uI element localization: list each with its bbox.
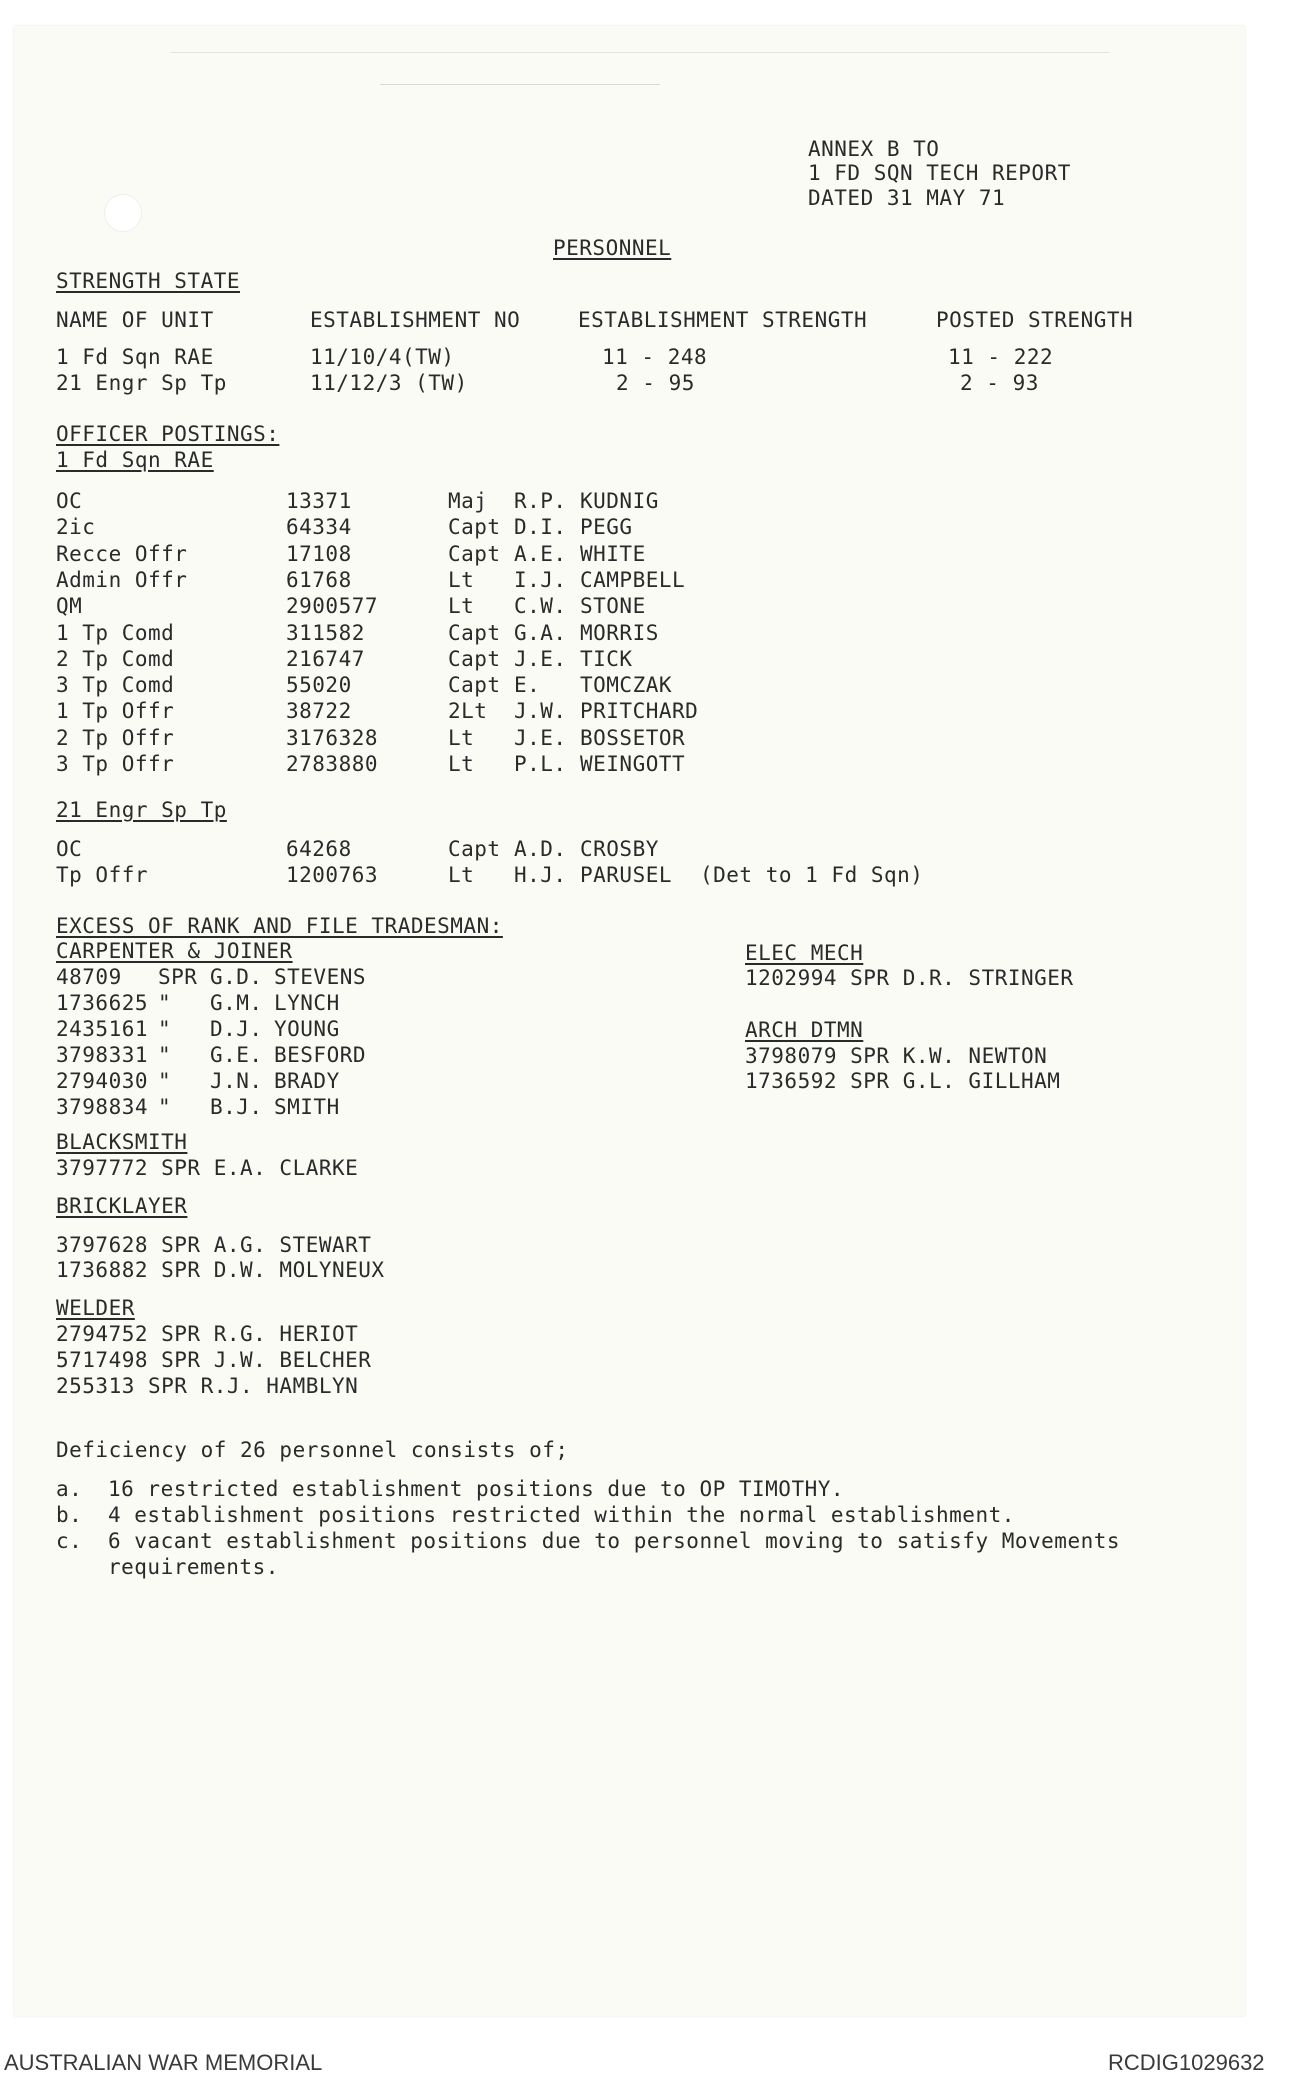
officer-rank: Lt: [448, 725, 475, 750]
carpenter-number: 2435161: [56, 1017, 149, 1041]
officer-number: 1200763: [286, 863, 379, 887]
col-header-posted: POSTED STRENGTH: [936, 308, 1134, 332]
officer-number: 2900577: [286, 594, 379, 619]
carpenter-number: 2794030: [56, 1069, 149, 1093]
officer-number: 64334: [286, 515, 352, 540]
top-smudge-mark-2: [380, 84, 660, 85]
col-header-est-no: ESTABLISHMENT NO: [310, 308, 521, 332]
officer-rank: Capt: [448, 646, 501, 671]
punch-hole: [104, 194, 142, 232]
officer-initials: A.D.: [514, 837, 567, 861]
officer-number: 17108: [286, 541, 352, 566]
officer-appointment: QM: [56, 594, 83, 619]
officer-appointment: Admin Offr: [56, 567, 188, 592]
officer-surname: BOSSETOR: [580, 725, 686, 750]
carpenter-surname: BESFORD: [274, 1043, 367, 1067]
officer-surname: WHITE: [580, 541, 646, 566]
officer-surname: TOMCZAK: [580, 673, 673, 698]
officer-appointment: Tp Offr: [56, 863, 149, 887]
carpenter-initials: D.J.: [210, 1017, 263, 1041]
officer-appointment: 1 Tp Offr: [56, 699, 175, 724]
carpenter-initials: G.D.: [210, 965, 263, 989]
carpenter-number: 1736625: [56, 991, 149, 1015]
officer-number: 216747: [286, 646, 365, 671]
strength-row-unit: 21 Engr Sp Tp: [56, 371, 227, 395]
deficiency-item-a: 16 restricted establishment positions due to OP TIMOTHY.: [108, 1477, 845, 1501]
top-smudge-mark: [170, 52, 1110, 53]
officer-appointment: 3 Tp Offr: [56, 752, 175, 776]
officer-appointment: 3 Tp Comd: [56, 673, 175, 698]
strength-row-posted: 11 - 222: [948, 345, 1054, 369]
carpenter-number: 48709: [56, 965, 122, 989]
officer-initials: E.: [514, 673, 541, 698]
carpenter-initials: J.N.: [210, 1069, 263, 1093]
officer-surname: PARUSEL: [580, 863, 673, 887]
excess-heading: EXCESS OF RANK AND FILE TRADESMAN:: [56, 914, 503, 938]
deficiency-item-c: 6 vacant establishment positions due to personnel moving to satisfy Movements: [108, 1529, 1121, 1553]
officer-postings-heading: OFFICER POSTINGS:: [56, 422, 280, 446]
blacksmith-row: 3797772 SPR E.A. CLARKE: [56, 1156, 359, 1180]
footer-document-id: RCDIG1029632: [1108, 2050, 1265, 2075]
officer-surname: CAMPBELL: [580, 567, 686, 592]
welder-row: 5717498 SPR J.W. BELCHER: [56, 1348, 372, 1372]
strength-row-unit: 1 Fd Sqn RAE: [56, 345, 214, 369]
officer-rank: Capt: [448, 837, 501, 861]
carpenter-rank: SPR: [158, 965, 198, 989]
officer-number: 2783880: [286, 752, 379, 776]
officer-initials: J.W.: [514, 699, 567, 724]
strength-state-heading: STRENGTH STATE: [56, 269, 241, 293]
officer-surname: TICK: [580, 646, 633, 671]
officer-surname: STONE: [580, 594, 646, 619]
col-header-unit: NAME OF UNIT: [56, 308, 214, 332]
strength-row-est-no: 11/10/4(TW): [310, 345, 455, 369]
carpenter-initials: G.M.: [210, 991, 263, 1015]
officer-initials: R.P.: [514, 489, 567, 513]
welder-row: 2794752 SPR R.G. HERIOT: [56, 1322, 359, 1346]
officer-appointment: Recce Offr: [56, 541, 188, 566]
col-header-est-strength: ESTABLISHMENT STRENGTH: [578, 308, 868, 332]
page-title: PERSONNEL: [553, 236, 672, 260]
welder-heading: WELDER: [56, 1296, 135, 1320]
carpenter-rank: ": [158, 1043, 172, 1067]
officer-rank: 2Lt: [448, 699, 488, 724]
officer-initials: D.I.: [514, 515, 567, 540]
officer-appointment: 1 Tp Comd: [56, 620, 175, 645]
officer-surname: WEINGOTT: [580, 752, 686, 776]
officer-surname: KUDNIG: [580, 489, 659, 513]
carpenter-number: 3798834: [56, 1095, 149, 1119]
officer-surname: MORRIS: [580, 620, 659, 645]
strength-row-est-strength: 11 - 248: [602, 345, 708, 369]
officer-number: 38722: [286, 699, 352, 724]
officer-initials: C.W.: [514, 594, 567, 619]
officer-initials: I.J.: [514, 567, 567, 592]
officer-rank: Capt: [448, 673, 501, 698]
footer-institution: AUSTRALIAN WAR MEMORIAL: [4, 2050, 323, 2075]
annex-line-1: ANNEX B TO: [808, 137, 940, 161]
deficiency-mark-b: b.: [56, 1503, 83, 1527]
officer-appointment: OC: [56, 837, 83, 861]
officer-appointment: 2 Tp Comd: [56, 646, 175, 671]
officer-rank: Capt: [448, 541, 501, 566]
officer-rank: Lt: [448, 567, 475, 592]
bricklayer-row: 1736882 SPR D.W. MOLYNEUX: [56, 1258, 385, 1282]
officer-initials: G.A.: [514, 620, 567, 645]
carpenter-rank: ": [158, 1069, 172, 1093]
officer-rank: Maj: [448, 489, 488, 513]
officer-appointment: 2 Tp Offr: [56, 725, 175, 750]
welder-row: 255313 SPR R.J. HAMBLYN: [56, 1374, 359, 1398]
officer-rank: Lt: [448, 752, 475, 776]
deficiency-item-c-cont: requirements.: [108, 1555, 279, 1579]
officer-number: 64268: [286, 837, 352, 861]
strength-row-posted: 2 - 93: [960, 371, 1039, 395]
officer-note: (Det to 1 Fd Sqn): [700, 863, 924, 887]
deficiency-item-b: 4 establishment positions restricted within the normal establishment.: [108, 1503, 1015, 1527]
strength-row-est-no: 11/12/3 (TW): [310, 371, 468, 395]
carpenter-surname: LYNCH: [274, 991, 340, 1015]
officer-surname: PRITCHARD: [580, 699, 699, 724]
arch-dtmn-row: 1736592 SPR G.L. GILLHAM: [745, 1069, 1061, 1093]
officer-initials: P.L.: [514, 752, 567, 776]
officer-initials: J.E.: [514, 646, 567, 671]
officer-initials: J.E.: [514, 725, 567, 750]
officer-surname: CROSBY: [580, 837, 659, 861]
officer-surname: PEGG: [580, 515, 633, 540]
officer-number: 3176328: [286, 725, 379, 750]
bricklayer-row: 3797628 SPR A.G. STEWART: [56, 1233, 372, 1257]
deficiency-mark-c: c.: [56, 1529, 83, 1553]
carpenter-surname: STEVENS: [274, 965, 367, 989]
annex-line-3: DATED 31 MAY 71: [808, 186, 1006, 210]
officer-number: 61768: [286, 567, 352, 592]
officer-appointment: 2ic: [56, 515, 96, 540]
officer-appointment: OC: [56, 489, 83, 513]
officer-rank: Lt: [448, 594, 475, 619]
unit2-heading: 21 Engr Sp Tp: [56, 798, 227, 822]
officer-number: 55020: [286, 673, 352, 698]
officer-rank: Capt: [448, 515, 501, 540]
carpenter-surname: YOUNG: [274, 1017, 340, 1041]
elec-mech-row: 1202994 SPR D.R. STRINGER: [745, 966, 1074, 990]
elec-mech-heading: ELEC MECH: [745, 941, 864, 965]
carpenter-rank: ": [158, 1017, 172, 1041]
officer-initials: A.E.: [514, 541, 567, 566]
carpenter-rank: ": [158, 991, 172, 1015]
arch-dtmn-heading: ARCH DTMN: [745, 1018, 864, 1042]
carpenter-rank: ": [158, 1095, 172, 1119]
officer-number: 311582: [286, 620, 365, 645]
officer-number: 13371: [286, 489, 352, 513]
carpenter-surname: SMITH: [274, 1095, 340, 1119]
bricklayer-heading: BRICKLAYER: [56, 1194, 188, 1218]
officer-rank: Capt: [448, 620, 501, 645]
officer-rank: Lt: [448, 863, 475, 887]
arch-dtmn-row: 3798079 SPR K.W. NEWTON: [745, 1044, 1048, 1068]
blacksmith-heading: BLACKSMITH: [56, 1130, 188, 1154]
deficiency-intro: Deficiency of 26 personnel consists of;: [56, 1438, 569, 1462]
carpenter-surname: BRADY: [274, 1069, 340, 1093]
carpenter-initials: B.J.: [210, 1095, 263, 1119]
annex-line-2: 1 FD SQN TECH REPORT: [808, 161, 1071, 185]
carpenter-heading: CARPENTER & JOINER: [56, 939, 293, 963]
deficiency-mark-a: a.: [56, 1477, 83, 1501]
officer-initials: H.J.: [514, 863, 567, 887]
strength-row-est-strength: 2 - 95: [616, 371, 695, 395]
unit1-heading: 1 Fd Sqn RAE: [56, 448, 214, 472]
carpenter-initials: G.E.: [210, 1043, 263, 1067]
carpenter-number: 3798331: [56, 1043, 149, 1067]
